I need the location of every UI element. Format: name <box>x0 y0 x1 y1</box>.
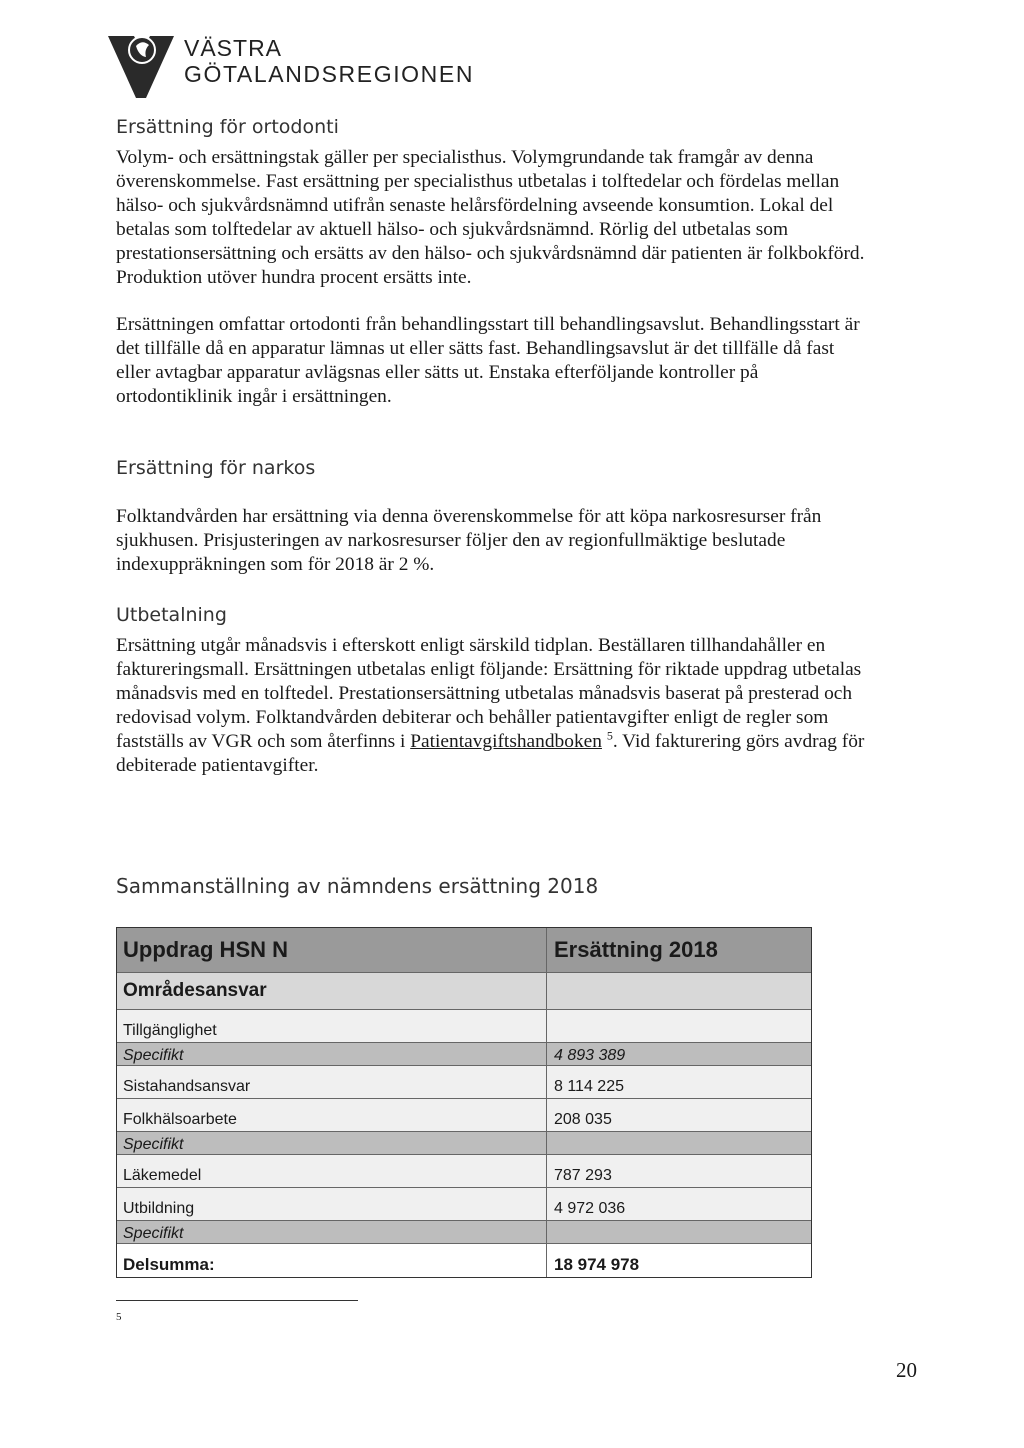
ortodonti-paragraph-1 <box>116 146 916 290</box>
text-line: debiterade patientavgifter. <box>116 755 319 776</box>
table-total-row <box>117 1244 811 1278</box>
row-label: Specifikt <box>117 1221 547 1243</box>
brand-line-1: VÄSTRA <box>184 35 283 61</box>
section-heading-ortodonti: Ersättning för ortodonti <box>116 116 339 138</box>
row-value <box>547 1221 811 1243</box>
patientavgiftshandboken-link[interactable]: Patientavgiftshandboken <box>410 731 602 752</box>
section-heading-utbetalning: Utbetalning <box>116 604 227 626</box>
row-value <box>547 1010 811 1042</box>
text-line: prestationsersättning och ersätts av den hälso- och sjukvårdsnämnd där patienten är folkbokförd. <box>116 243 865 264</box>
table-row <box>117 1188 811 1221</box>
header-uppdrag: Uppdrag HSN N <box>117 928 547 972</box>
table-row <box>117 1099 811 1132</box>
row-value: 4 893 389 <box>554 1047 626 1064</box>
text-line: överenskommelse. Fast ersättning per specialisthus utbetalas i tolftedelar och fördelas mellan <box>116 171 840 192</box>
utbetalning-paragraph <box>116 634 916 778</box>
table-header-row <box>117 927 811 973</box>
text-line: redovisad volym. Folktandvården debiterar och behåller patientavgifter enligt de regler som <box>116 707 829 728</box>
text-line: faktureringsmall. Ersättningen utbetalas enligt följande: Ersättning för riktade uppdrag utbetalas <box>116 659 862 680</box>
text-line: eller avtagbar apparatur avlägsnas eller sätts ut. Enstaka efterföljande kontroller på <box>116 362 759 383</box>
row-label: Specifikt <box>117 1132 547 1154</box>
table-row <box>117 1221 811 1244</box>
text-line: indexuppräkningen som för 2018 är 2 %. <box>116 554 435 575</box>
brand-logo <box>106 26 475 106</box>
section-heading-narkos: Ersättning för narkos <box>116 457 316 479</box>
footnote-mark: 5 <box>116 1311 122 1323</box>
text-line: det tillfälle då en apparatur lämnas ut eller sätts fast. Behandlingsavslut är det tillfälle då fast <box>116 338 835 359</box>
narkos-paragraph <box>116 505 916 577</box>
table-row <box>117 1043 811 1066</box>
table-row <box>117 1010 811 1043</box>
brand-line-2: GÖTALANDSREGIONEN <box>184 61 475 87</box>
table-subheader-row <box>117 973 811 1010</box>
text-line: hälso- och sjukvårdsnämnd utifrån senaste helårsfördelning avseende konsumtion. Lokal del <box>116 195 834 216</box>
text-line: Volym- och ersättningstak gäller per specialisthus. Volymgrundande tak framgår av denna <box>116 147 814 168</box>
row-value: 208 035 <box>554 1111 612 1128</box>
row-label: Tillgänglighet <box>117 1010 547 1042</box>
total-value: 18 974 978 <box>554 1255 640 1274</box>
text-line: Produktion utöver hundra procent ersätts inte. <box>116 267 472 288</box>
text-line: Folktandvården har ersättning via denna överenskommelse för att köpa narkosresurser från <box>116 506 822 527</box>
total-label: Delsumma: <box>117 1244 547 1277</box>
row-value: 4 972 036 <box>554 1200 626 1217</box>
header-ersattning: Ersättning 2018 <box>554 937 718 962</box>
footnote-divider <box>116 1300 358 1301</box>
subheader-omradesansvar: Områdesansvar <box>117 973 547 1009</box>
row-value: 8 114 225 <box>554 1078 624 1095</box>
row-value <box>547 1132 811 1154</box>
row-label: Specifikt <box>117 1043 547 1065</box>
text-line: Ersättning utgår månadsvis i efterskott enligt särskild tidplan. Beställaren tillhandahåller en <box>116 635 826 656</box>
ortodonti-paragraph-2 <box>116 313 916 409</box>
table-row <box>117 1132 811 1155</box>
table-row <box>117 1066 811 1099</box>
row-label: Folkhälsoarbete <box>117 1099 547 1131</box>
text-line: Ersättningen omfattar ortodonti från behandlingsstart till behandlingsavslut. Behandlingsstart är <box>116 314 860 335</box>
text-line: månadsvis med en tolftedel. Prestationsersättning utbetalas månadsvis baserat på presterad och <box>116 683 853 704</box>
text-line: ortodontiklinik ingår i ersättningen. <box>116 386 392 407</box>
footnote-ref: 5 <box>606 728 613 743</box>
row-label: Läkemedel <box>117 1155 547 1187</box>
vgr-logo-icon <box>106 30 176 100</box>
summary-heading: Sammanställning av nämndens ersättning 2018 <box>116 874 599 898</box>
text-line: fastställs av VGR och som återfinns i Patientavgiftshandboken $^5$. Vid fakturering görs avdrag för <box>116 728 865 752</box>
row-label: Utbildning <box>117 1188 547 1220</box>
summary-table <box>116 927 812 1278</box>
row-label: Sistahandsansvar <box>117 1066 547 1098</box>
table-row <box>117 1155 811 1188</box>
text-line: sjukhusen. Prisjusteringen av narkosresurser följer den av regionfullmäktige beslutade <box>116 530 786 551</box>
text-line: betalas som tolftedelar av aktuell hälso- och sjukvårdsnämnd. Rörlig del utbetalas som <box>116 219 789 240</box>
page-number: 20 <box>896 1358 917 1382</box>
row-value: 787 293 <box>554 1167 612 1184</box>
